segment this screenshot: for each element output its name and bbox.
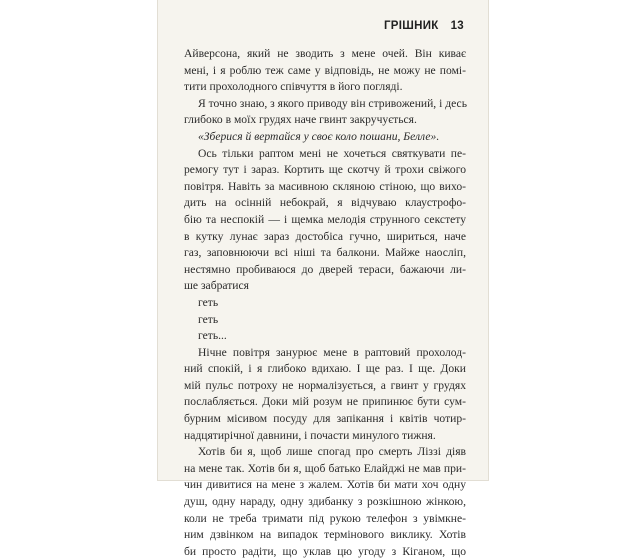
text-line: послабляється. Доки мій розум не припинює бути сум- [184,395,466,409]
text-line: Нічне повітря занурює мене в раптовий прохолод- [198,345,466,359]
text-line: чин дивитися на мене з жалем. Хотів би мати хоч одну [184,478,466,492]
text-line: на мене так. Хотів би я, щоб батько Елайджі не мав при- [184,461,466,475]
text-line: геть... [198,329,227,343]
page-number: 13 [450,20,464,32]
text-line: коли не треба тримати під рукою телефон з увімкне- [184,511,466,525]
text-line: Я точно знаю, з якого приводу він стривожений, і десь [198,96,467,110]
text-line: геть [198,312,219,326]
text-line: бію та неспокій — і щемка мелодія струнного секстету [184,212,466,226]
text-line: надцятирічної давнини, і почасти минулого тижня. [184,428,436,442]
text-line: мій пульс потроху не нормалізується, а гвинт у грудях [184,378,466,392]
text-line: би просто радіти, що уклав цю угоду з Кіганом, що [184,544,466,558]
text-line: ремогу тут і зараз. Кортить ще скотчу й трохи свіжого [184,163,466,177]
text-line: повітря. Навіть за масивною скляною стіною, що вихо- [184,179,466,193]
text-line: Айверсона, який не зводить з мене очей. Він киває [184,47,466,60]
text-line: глибоко в моїх грудях наче гвинт закручується. [184,113,417,127]
text-line: «Зберися й вертайся у своє коло пошани, Белле». [198,129,440,143]
text-line: геть [198,295,219,309]
chapter-title: ГРІШНИК [383,20,439,32]
text-line: в кутку лунає зараз достобіса гучно, шириться, наче [184,229,466,243]
page-text [184,46,466,560]
text-line: мені, і я роблю теж саме у відповідь, не можу не помі- [184,63,466,77]
text-line: нестямно пробиваюся до дверей тераси, бажаючи ли- [184,262,466,276]
text-line: ше забратися [184,279,249,293]
text-line: бурним місивом посуду для запікання і квітів чотир- [184,412,466,426]
text-line: ний спокій, і я глибоко вдихаю. І ще раз. І ще. Доки [184,362,466,376]
text-line: Хотів би я, щоб лише спогад про смерть Ліззі діяв [198,445,466,459]
text-line: душ, одну нараду, одну здибанку з розкішною жінкою, [184,495,466,509]
text-line: газ, заповнюючи всі ніші та балкони. Майже наосліп, [184,246,466,260]
text-line: ним дзвінком на випадок термінового виклику. Хотів [184,528,466,542]
text-line: Ось тільки раптом мені не хочеться святкувати пе- [198,146,466,160]
text-line: дить на осінній небокрай, я відчуваю клаустрофо- [184,196,466,210]
text-line: тити прохолодного співчуття в його погляді. [184,80,403,94]
running-header [384,20,464,32]
book-page [158,0,488,558]
